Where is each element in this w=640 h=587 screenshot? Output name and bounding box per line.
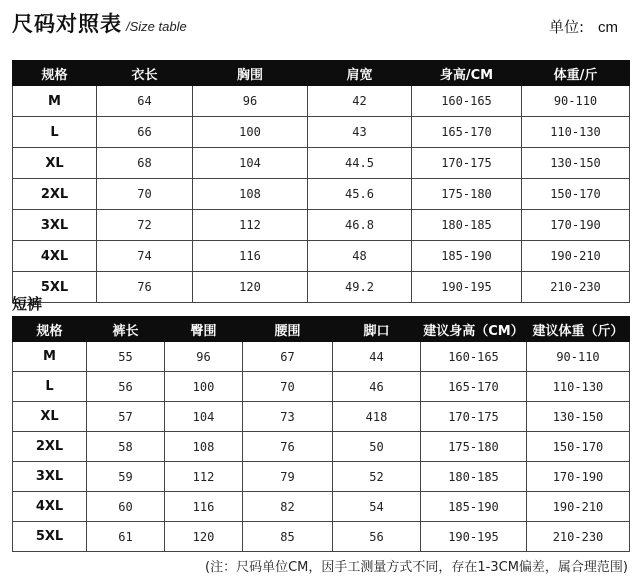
table-cell: 43 — [308, 117, 412, 148]
unit-indicator — [549, 16, 618, 37]
table-row — [13, 462, 630, 492]
table-row — [13, 210, 630, 241]
table-cell: 190-195 — [421, 522, 527, 552]
size-label-cell: L — [13, 117, 97, 148]
table-cell: 49.2 — [308, 272, 412, 303]
page-title-block — [12, 8, 187, 38]
top-size-table — [12, 60, 630, 303]
table-cell: 64 — [97, 86, 193, 117]
table-cell: 76 — [243, 432, 333, 462]
table-cell: 170-190 — [522, 210, 630, 241]
table-cell: 150-170 — [522, 179, 630, 210]
table-cell: 116 — [165, 492, 243, 522]
table-row — [13, 432, 630, 462]
table-cell: 61 — [87, 522, 165, 552]
table-cell: 180-185 — [412, 210, 522, 241]
table-cell: 160-165 — [412, 86, 522, 117]
table-cell: 70 — [97, 179, 193, 210]
table-cell: 55 — [87, 342, 165, 372]
size-label-cell: 2XL — [13, 432, 87, 462]
table-cell: 170-190 — [527, 462, 630, 492]
table-row — [13, 402, 630, 432]
table-cell: 175-180 — [421, 432, 527, 462]
table-cell: 104 — [193, 148, 308, 179]
footnote: (注：尺码单位CM，因手工测量方式不同，存在1-3CM偏差，属合理范围) — [205, 560, 628, 575]
table-cell: 74 — [97, 241, 193, 272]
table-cell: 57 — [87, 402, 165, 432]
table-cell: 44.5 — [308, 148, 412, 179]
table-cell: 70 — [243, 372, 333, 402]
table-cell: 165-170 — [421, 372, 527, 402]
column-header: 建议体重（斤） — [527, 317, 630, 342]
table-cell: 100 — [165, 372, 243, 402]
size-label-cell: 4XL — [13, 241, 97, 272]
table-cell: 76 — [97, 272, 193, 303]
table-row — [13, 86, 630, 117]
table-cell: 190-195 — [412, 272, 522, 303]
table-row — [13, 179, 630, 210]
table-cell: 175-180 — [412, 179, 522, 210]
column-header: 衣长 — [97, 61, 193, 86]
table-cell: 108 — [165, 432, 243, 462]
table-cell: 190-210 — [522, 241, 630, 272]
table-cell: 120 — [165, 522, 243, 552]
size-label-cell: 2XL — [13, 179, 97, 210]
table-cell: 50 — [333, 432, 421, 462]
column-header: 裤长 — [87, 317, 165, 342]
table-cell: 100 — [193, 117, 308, 148]
size-label-cell: 5XL — [13, 522, 87, 552]
table-cell: 60 — [87, 492, 165, 522]
shorts-size-table — [12, 316, 630, 552]
table-cell: 59 — [87, 462, 165, 492]
table-cell: 48 — [308, 241, 412, 272]
table-header-row — [13, 61, 630, 86]
table-row — [13, 148, 630, 179]
unit-label: 单位: — [548, 18, 584, 36]
column-header: 腰围 — [243, 317, 333, 342]
size-label-cell: M — [13, 342, 87, 372]
size-label-cell: 3XL — [13, 210, 97, 241]
size-label-cell: 3XL — [13, 462, 87, 492]
table-row — [13, 241, 630, 272]
table-row — [13, 372, 630, 402]
table-cell: 120 — [193, 272, 308, 303]
table-row — [13, 272, 630, 303]
unit-value: cm — [598, 19, 618, 36]
table-cell: 46.8 — [308, 210, 412, 241]
table-cell: 418 — [333, 402, 421, 432]
table-cell: 150-170 — [527, 432, 630, 462]
table-cell: 210-230 — [522, 272, 630, 303]
table-row — [13, 342, 630, 372]
table-cell: 45.6 — [308, 179, 412, 210]
table-row — [13, 117, 630, 148]
size-label-cell: XL — [13, 402, 87, 432]
table-cell: 66 — [97, 117, 193, 148]
table-cell: 90-110 — [522, 86, 630, 117]
size-label-cell: 5XL — [13, 272, 97, 303]
column-header: 肩宽 — [308, 61, 412, 86]
table-cell: 96 — [165, 342, 243, 372]
table-cell: 180-185 — [421, 462, 527, 492]
page-title: 尺码对照表 — [12, 12, 122, 36]
table-cell: 52 — [333, 462, 421, 492]
table-cell: 160-165 — [421, 342, 527, 372]
table-cell: 79 — [243, 462, 333, 492]
table-cell: 112 — [165, 462, 243, 492]
table-cell: 73 — [243, 402, 333, 432]
table-cell: 130-150 — [522, 148, 630, 179]
table-cell: 190-210 — [527, 492, 630, 522]
column-header: 建议身高（CM） — [421, 317, 527, 342]
column-header: 臀围 — [165, 317, 243, 342]
table-cell: 116 — [193, 241, 308, 272]
table-cell: 58 — [87, 432, 165, 462]
table-cell: 46 — [333, 372, 421, 402]
table-cell: 185-190 — [412, 241, 522, 272]
table-cell: 56 — [87, 372, 165, 402]
page-subtitle: /Size table — [126, 19, 187, 34]
table-header-row — [13, 317, 630, 342]
column-header: 体重/斤 — [522, 61, 630, 86]
table-cell: 56 — [333, 522, 421, 552]
table-cell: 54 — [333, 492, 421, 522]
table-cell: 108 — [193, 179, 308, 210]
table-cell: 170-175 — [412, 148, 522, 179]
column-header: 胸围 — [193, 61, 308, 86]
table-cell: 44 — [333, 342, 421, 372]
column-header: 规格 — [13, 61, 97, 86]
table-cell: 110-130 — [527, 372, 630, 402]
table-row — [13, 522, 630, 552]
table-cell: 90-110 — [527, 342, 630, 372]
size-label-cell: XL — [13, 148, 97, 179]
table-cell: 68 — [97, 148, 193, 179]
table-cell: 42 — [308, 86, 412, 117]
table-cell: 170-175 — [421, 402, 527, 432]
size-label-cell: 4XL — [13, 492, 87, 522]
size-label-cell: M — [13, 86, 97, 117]
table-row — [13, 492, 630, 522]
table-cell: 104 — [165, 402, 243, 432]
column-header: 脚口 — [333, 317, 421, 342]
table-cell: 112 — [193, 210, 308, 241]
table-cell: 67 — [243, 342, 333, 372]
table-cell: 85 — [243, 522, 333, 552]
table-cell: 96 — [193, 86, 308, 117]
table-cell: 130-150 — [527, 402, 630, 432]
size-label-cell: L — [13, 372, 87, 402]
shorts-heading: 短裤 — [12, 295, 43, 313]
table-cell: 110-130 — [522, 117, 630, 148]
table-cell: 210-230 — [527, 522, 630, 552]
column-header: 身高/CM — [412, 61, 522, 86]
table-cell: 165-170 — [412, 117, 522, 148]
table-cell: 82 — [243, 492, 333, 522]
column-header: 规格 — [13, 317, 87, 342]
table-cell: 72 — [97, 210, 193, 241]
table-cell: 185-190 — [421, 492, 527, 522]
